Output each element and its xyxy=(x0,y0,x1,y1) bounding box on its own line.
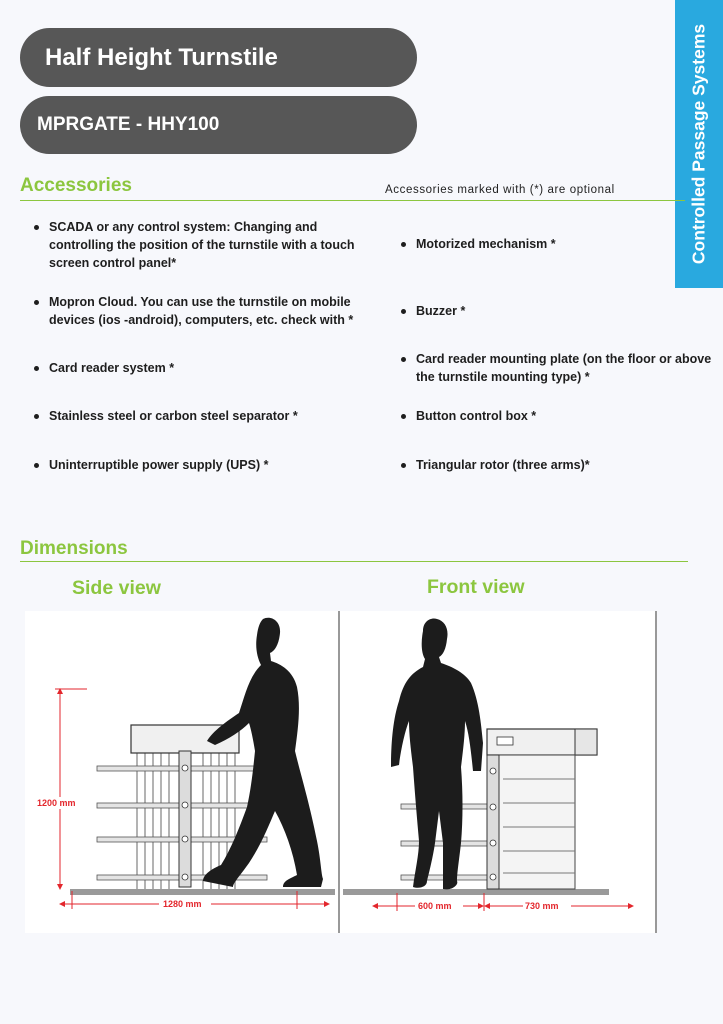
floor-plate xyxy=(70,889,335,895)
card-reader-icon xyxy=(497,737,513,745)
side-length-dimension-label: 1280 mm xyxy=(163,899,202,909)
turnstile-cabinet xyxy=(499,755,575,889)
height-dimension-label: 1200 mm xyxy=(37,798,76,808)
accessory-item: Stainless steel or carbon steel separator * xyxy=(49,407,369,425)
accessory-item: Card reader mounting plate (on the floor or above the turnstile mounting type) * xyxy=(416,350,721,386)
front-view-title: Front view xyxy=(427,576,525,598)
rotor-post xyxy=(487,755,499,889)
model-name: MPRGATE - HHY100 xyxy=(20,96,417,154)
accessory-item: Buzzer * xyxy=(416,302,716,320)
end-cap xyxy=(575,729,597,755)
rotor-post xyxy=(179,751,191,887)
dimensions-heading: Dimensions xyxy=(20,538,128,559)
front-depth-dimension-label: 730 mm xyxy=(525,901,559,911)
accessory-item: Uninterruptible power supply (UPS) * xyxy=(49,456,369,474)
accessory-item: Triangular rotor (three arms)* xyxy=(416,456,716,474)
side-view-title: Side view xyxy=(72,577,161,599)
side-tab-label: Controlled Passage Systems xyxy=(688,23,709,265)
accessory-item: Motorized mechanism * xyxy=(416,235,716,253)
accessory-item: SCADA or any control system: Changing and controlling the position of the turnstile with a touch screen control panel* xyxy=(49,218,369,272)
front-width-dimension-label: 600 mm xyxy=(418,901,452,911)
accessories-heading: Accessories xyxy=(20,175,132,196)
floor-plate xyxy=(343,889,609,895)
optional-note: Accessories marked with (*) are optional xyxy=(385,184,615,196)
accessory-item: Button control box * xyxy=(416,407,716,425)
accessories-divider xyxy=(20,200,685,201)
product-title: Half Height Turnstile xyxy=(20,28,417,87)
dimension-drawing xyxy=(25,611,657,933)
dimensions-divider xyxy=(20,561,688,562)
accessory-item: Mopron Cloud. You can use the turnstile on mobile devices (ios -android), computers, etc. check with * xyxy=(49,293,379,329)
accessory-item: Card reader system * xyxy=(49,359,369,377)
